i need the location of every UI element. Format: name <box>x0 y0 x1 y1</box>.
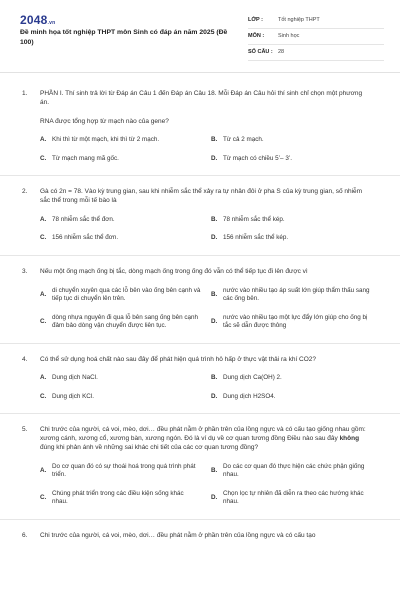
question-text: PHẦN I. Thí sinh trả lời từ Đáp án Câu 1 đến Đáp án Câu 18. Mỗi Đáp án Câu hỏi thí sinh chỉ chọn một phương án. <box>40 90 363 106</box>
option-text: Từ mạch mang mã gốc. <box>52 154 119 162</box>
question-separator <box>0 255 400 256</box>
meta-row-count <box>248 45 384 61</box>
option-label: B. <box>211 466 218 474</box>
option-text: di chuyển xuyên qua các lỗ bên vào ống bên cạnh và tiếp tục di chuyển lên trên. <box>52 286 201 303</box>
option-text: Chúng phát triển trong các điều kiện sống khác nhau. <box>52 489 184 506</box>
question-list <box>0 90 400 540</box>
logo-suffix: .vn <box>47 20 56 26</box>
option-text: 156 nhiễm sắc thể kép. <box>223 234 289 242</box>
question-5 <box>0 426 400 506</box>
site-logo[interactable] <box>20 12 55 28</box>
option-label: B. <box>211 374 218 382</box>
option-label: C. <box>40 154 47 162</box>
answer-option-d[interactable] <box>211 393 372 402</box>
answer-option-b[interactable] <box>211 374 372 383</box>
question-separator <box>0 413 400 414</box>
answer-options <box>40 374 372 401</box>
option-text: Do các cơ quan đó thực hiện các chức phận giống nhau. <box>223 462 365 479</box>
question-1 <box>0 90 400 163</box>
meta-value: Sinh học <box>278 32 300 39</box>
answer-option-a[interactable] <box>40 136 201 145</box>
option-text: Từ mạch có chiều 5’– 3’. <box>223 154 292 162</box>
answer-option-d[interactable] <box>211 155 372 164</box>
question-2 <box>0 188 400 243</box>
option-text: Chọn lọc tự nhiên đã diễn ra theo các hướng khác nhau. <box>223 489 364 506</box>
option-text: 78 nhiễm sắc thể đơn. <box>52 215 115 223</box>
option-label: C. <box>40 234 47 242</box>
question-text-before: Chi trước của người, cá voi, mèo, dơi… đều phát nằm ở phần trên của lồng ngực và có cấu tạo giống nhau gồm: xương cánh, xương cổ, xương bàn, xương ngón. Đó là ví dụ về cơ quan tương đồng Điều nào sau đây <box>40 426 366 443</box>
option-text: Dung dịch H2SO4. <box>223 392 276 400</box>
question-separator <box>0 519 400 520</box>
logo-main: 2048 <box>20 13 48 27</box>
question-4 <box>0 356 400 402</box>
meta-value: 28 <box>278 48 285 55</box>
exam-title: Đề minh họa tốt nghiệp THPT môn Sinh có đáp án năm 2025 (Đề 100) <box>20 29 228 46</box>
answer-option-d[interactable] <box>211 314 372 331</box>
question-6 <box>0 532 400 541</box>
option-label: A. <box>40 466 47 474</box>
option-text: nước vào nhiều tạo một lực đẩy lớn giúp cho ống bị tắc sẽ dẫn được thông <box>223 313 368 330</box>
answer-options <box>40 136 372 163</box>
option-label: D. <box>211 317 218 325</box>
answer-option-a[interactable] <box>40 287 201 304</box>
answer-option-b[interactable] <box>211 463 372 480</box>
question-number: 5. <box>22 426 28 434</box>
option-label: B. <box>211 136 218 144</box>
answer-option-a[interactable] <box>40 374 201 383</box>
question-prompt: RNA được tổng hợp từ mạch nào của gene? <box>40 117 169 125</box>
answer-option-b[interactable] <box>211 287 372 304</box>
answer-option-c[interactable] <box>40 155 201 164</box>
question-number: 3. <box>22 267 28 275</box>
option-text: Khi thì từ một mạch, khi thì từ 2 mạch. <box>52 136 160 144</box>
question-number: 6. <box>22 531 28 539</box>
answer-option-c[interactable] <box>40 234 201 243</box>
question-separator <box>0 343 400 344</box>
exam-header <box>0 0 400 64</box>
meta-value: Tốt nghiệp THPT <box>278 16 320 23</box>
question-text: Chi trước của người, cá voi, mèo, dơi… đều phát nằm ở phần trên của lồng ngực và có cấu tạo <box>40 531 316 539</box>
meta-key: SỐ CÂU : <box>248 48 273 55</box>
answer-option-d[interactable] <box>211 234 372 243</box>
answer-option-c[interactable] <box>40 314 201 331</box>
answer-options <box>40 287 372 331</box>
option-text: dòng nhựa nguyên đi qua lỗ bên sang ống bên cạnh đảm bảo dòng vận chuyển được liên tục. <box>52 313 199 330</box>
answer-option-a[interactable] <box>40 463 201 480</box>
option-label: B. <box>211 290 218 298</box>
option-text: Dung dịch KCl. <box>52 392 94 400</box>
exam-meta <box>248 13 384 61</box>
question-number: 2. <box>22 188 28 196</box>
question-separator <box>0 175 400 176</box>
answer-options <box>40 216 372 243</box>
question-text-after: đúng khi phản ánh về những sai khác chi tiết của các cơ quan tương đồng? <box>40 443 259 451</box>
option-label: C. <box>40 392 47 400</box>
question-text <box>40 426 372 452</box>
option-text: Dung dịch Ca(OH) 2. <box>223 374 282 382</box>
option-text: nước vào nhiều tạo áp suất lớn giúp thẩm thấu sang các ống bên. <box>223 286 370 303</box>
answer-option-c[interactable] <box>40 490 201 507</box>
meta-key: MÔN : <box>248 32 265 39</box>
question-text: Nếu một ống mạch ống bị tắc, dòng mạch ống trong ống đó vẫn có thể tiếp tục đi lên được vì <box>40 267 308 275</box>
option-label: D. <box>211 493 218 501</box>
question-3 <box>0 268 400 331</box>
option-label: A. <box>40 374 47 382</box>
question-text: Gà có 2n = 78. Vào kỳ trung gian, sau khi nhiễm sắc thể xảy ra tự nhân đôi ở pha S của kỳ trung gian, số nhiễm sắc thể trong mỗi tế bào là <box>40 188 363 205</box>
option-label: C. <box>40 317 47 325</box>
answer-option-b[interactable] <box>211 136 372 145</box>
option-text: Dung dịch NaCl. <box>52 374 98 382</box>
option-text: 156 nhiễm sắc thể đơn. <box>52 234 119 242</box>
header-divider <box>0 72 400 73</box>
question-text: Có thể sử dụng hoá chất nào sau đây để phát hiện quá trình hô hấp ở thực vật thải ra khí CO2? <box>40 355 317 363</box>
option-text: Từ cả 2 mạch. <box>223 136 264 144</box>
question-number: 4. <box>22 355 28 363</box>
option-label: D. <box>211 154 218 162</box>
option-label: B. <box>211 215 218 223</box>
meta-row-class <box>248 13 384 29</box>
question-text-emphasis: không <box>339 435 360 443</box>
question-number: 1. <box>22 90 28 97</box>
option-label: A. <box>40 136 47 144</box>
answer-option-c[interactable] <box>40 393 201 402</box>
answer-option-a[interactable] <box>40 216 201 225</box>
answer-option-d[interactable] <box>211 490 372 507</box>
option-label: D. <box>211 234 218 242</box>
meta-row-subject <box>248 29 384 45</box>
option-label: D. <box>211 392 218 400</box>
option-label: A. <box>40 215 47 223</box>
option-label: C. <box>40 493 47 501</box>
answer-options <box>40 463 372 507</box>
meta-key: LỚP : <box>248 16 263 23</box>
option-text: Do cơ quan đó có sự thoái hoá trong quá trình phát triển. <box>52 462 196 479</box>
option-text: 78 nhiễm sắc thể kép. <box>223 215 285 223</box>
answer-option-b[interactable] <box>211 216 372 225</box>
option-label: A. <box>40 290 47 298</box>
